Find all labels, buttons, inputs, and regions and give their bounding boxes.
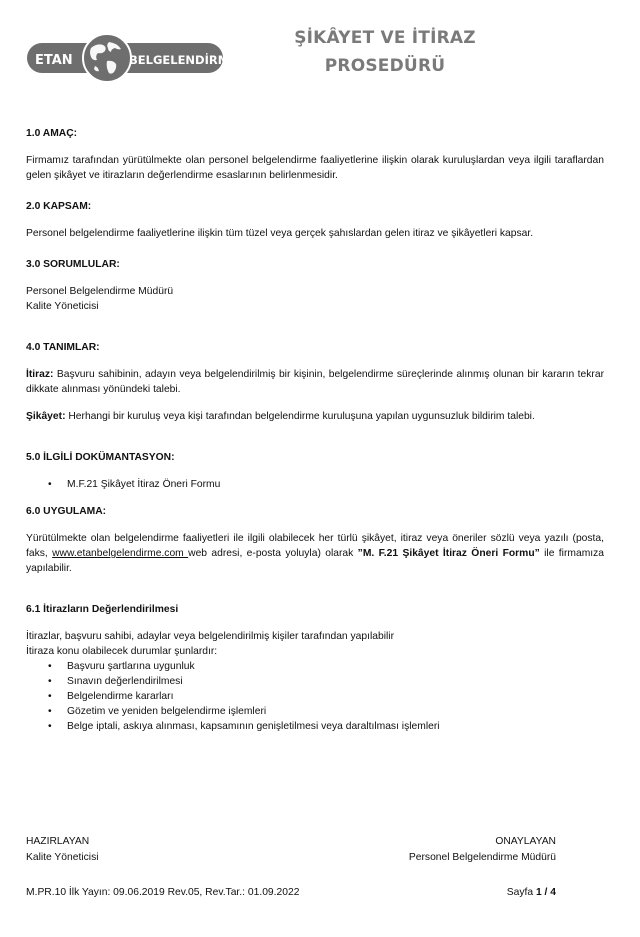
bullet-icon: • xyxy=(48,706,52,717)
list-item-text: Gözetim ve yeniden belgelendirme işlemleri xyxy=(67,706,267,717)
prepared-name: Kalite Yöneticisi xyxy=(26,852,99,863)
definition-term-itiraz: İtiraz: xyxy=(26,369,54,380)
responsible-line-1: Personel Belgelendirme Müdürü xyxy=(26,286,174,297)
documentation-list xyxy=(26,477,604,492)
section-text-kapsam: Personel belgelendirme faaliyetlerine ilişkin tüm tüzel veya gerçek şahıslardan gelen itiraz ve şikâyetleri kapsar. xyxy=(26,228,534,239)
list-item-text: Başvuru şartlarına uygunluk xyxy=(67,661,195,672)
section-heading-amac: 1.0 AMAÇ: xyxy=(26,128,78,139)
page-total: 4 xyxy=(550,887,556,898)
bullet-icon: • xyxy=(48,479,52,490)
uygulama-text-2: web adresi, e-posta yoluyla) olarak xyxy=(188,548,358,559)
page-label: Sayfa xyxy=(506,887,536,898)
section-heading-tanimlar: 4.0 TANIMLAR: xyxy=(26,342,100,353)
section-text-amac: Firmamız tarafından yürütülmekte olan personel belgelendirme faaliyetlerine ilişkin olarak kuruluşlardan veya ilgili taraflardan gelen şikâyet ve itirazların değerlendirme esaslarının belirlenmesidir. xyxy=(26,155,604,181)
uygulama-text-1: Yürütülmekte olan belgelendirme faaliyetleri ile ilgili olabilecek her türlü şikâyet, itiraz veya öneriler sözlü veya yazılı (posta, faks, xyxy=(26,533,604,559)
list-item xyxy=(26,674,604,689)
list-item xyxy=(26,704,604,719)
approved-role: ONAYLAYAN xyxy=(495,836,556,847)
prepared-role: HAZIRLAYAN xyxy=(26,836,90,847)
section-heading-kapsam: 2.0 KAPSAM: xyxy=(26,201,92,212)
document-title xyxy=(285,24,485,80)
objection-cases-list xyxy=(26,659,604,734)
document-body xyxy=(26,126,604,734)
bullet-icon: • xyxy=(48,721,52,732)
list-item-text: M.F.21 Şikâyet İtiraz Öneri Formu xyxy=(67,479,221,490)
definition-text-itiraz: Başvuru sahibinin, adayın veya belgelendirilmiş bir kişinin, belgelendirme süreçlerinde alınmış olunan bir kararın tekrar dikkate alınması yönündeki talebi. xyxy=(26,369,604,395)
footer-doc-info: M.PR.10 İlk Yayın: 09.06.2019 Rev.05, Rev.Tar.: 01.09.2022 xyxy=(26,887,300,898)
list-item xyxy=(26,477,604,492)
page-separator: / xyxy=(541,887,551,898)
logo-graphic xyxy=(25,33,238,83)
uygulama-text-3: ile firmamıza yapılabilir. xyxy=(26,548,605,574)
signature-approved xyxy=(409,834,556,866)
bullet-icon: • xyxy=(48,691,52,702)
list-item xyxy=(26,689,604,704)
footer-page-number xyxy=(507,887,556,898)
signature-prepared xyxy=(26,834,99,866)
section-heading-degerlendirme: 6.1 İtirazların Değerlendirilmesi xyxy=(26,604,179,615)
section-heading-sorumlular: 3.0 SORUMLULAR: xyxy=(26,259,120,270)
logo-text-left: ETAN xyxy=(35,53,73,68)
definition-term-sikayet: Şikâyet: xyxy=(26,411,66,422)
list-item xyxy=(26,719,604,734)
definition-sikayet xyxy=(26,409,604,424)
approved-name: Personel Belgelendirme Müdürü xyxy=(408,852,556,863)
definition-itiraz xyxy=(26,367,604,397)
section-heading-dokumantasyon: 5.0 İLGİLİ DOKÜMANTASYON: xyxy=(26,452,175,463)
logo-text-right: BELGELENDİRME xyxy=(129,53,238,67)
list-item-text: Belgelendirme kararları xyxy=(67,691,174,702)
bullet-icon: • xyxy=(48,676,52,687)
list-item-text: Sınavın değerlendirilmesi xyxy=(67,676,183,687)
page-current: 1 xyxy=(535,887,542,898)
title-line-1: ŞİKÂYET VE İTİRAZ xyxy=(294,28,476,48)
definition-text-sikayet: Herhangi bir kuruluş veya kişi tarafından belgelendirme kuruluşuna yapılan uygunsuzluk bildirim talebi. xyxy=(65,411,535,422)
section-text-uygulama xyxy=(26,531,604,576)
degerlendirme-intro-1: İtirazlar, başvuru sahibi, adaylar veya belgelendirilmiş kişiler tarafından yapılabilir xyxy=(26,631,395,642)
etan-logo xyxy=(25,33,238,83)
bullet-icon: • xyxy=(48,661,52,672)
degerlendirme-intro-2: İtiraza konu olabilecek durumlar şunlardır: xyxy=(26,646,218,657)
section-heading-uygulama: 6.0 UYGULAMA: xyxy=(26,506,107,517)
form-reference: ”M. F.21 Şikâyet İtiraz Öneri Formu” xyxy=(357,548,540,559)
list-item-text: Belge iptali, askıya alınması, kapsamının genişletilmesi veya daraltılması işlemleri xyxy=(67,721,440,732)
list-item xyxy=(26,659,604,674)
title-line-2: PROSEDÜRÜ xyxy=(324,56,446,76)
responsible-line-2: Kalite Yöneticisi xyxy=(26,301,99,312)
website-link[interactable]: www.etanbelgelendirme.com xyxy=(52,548,189,559)
